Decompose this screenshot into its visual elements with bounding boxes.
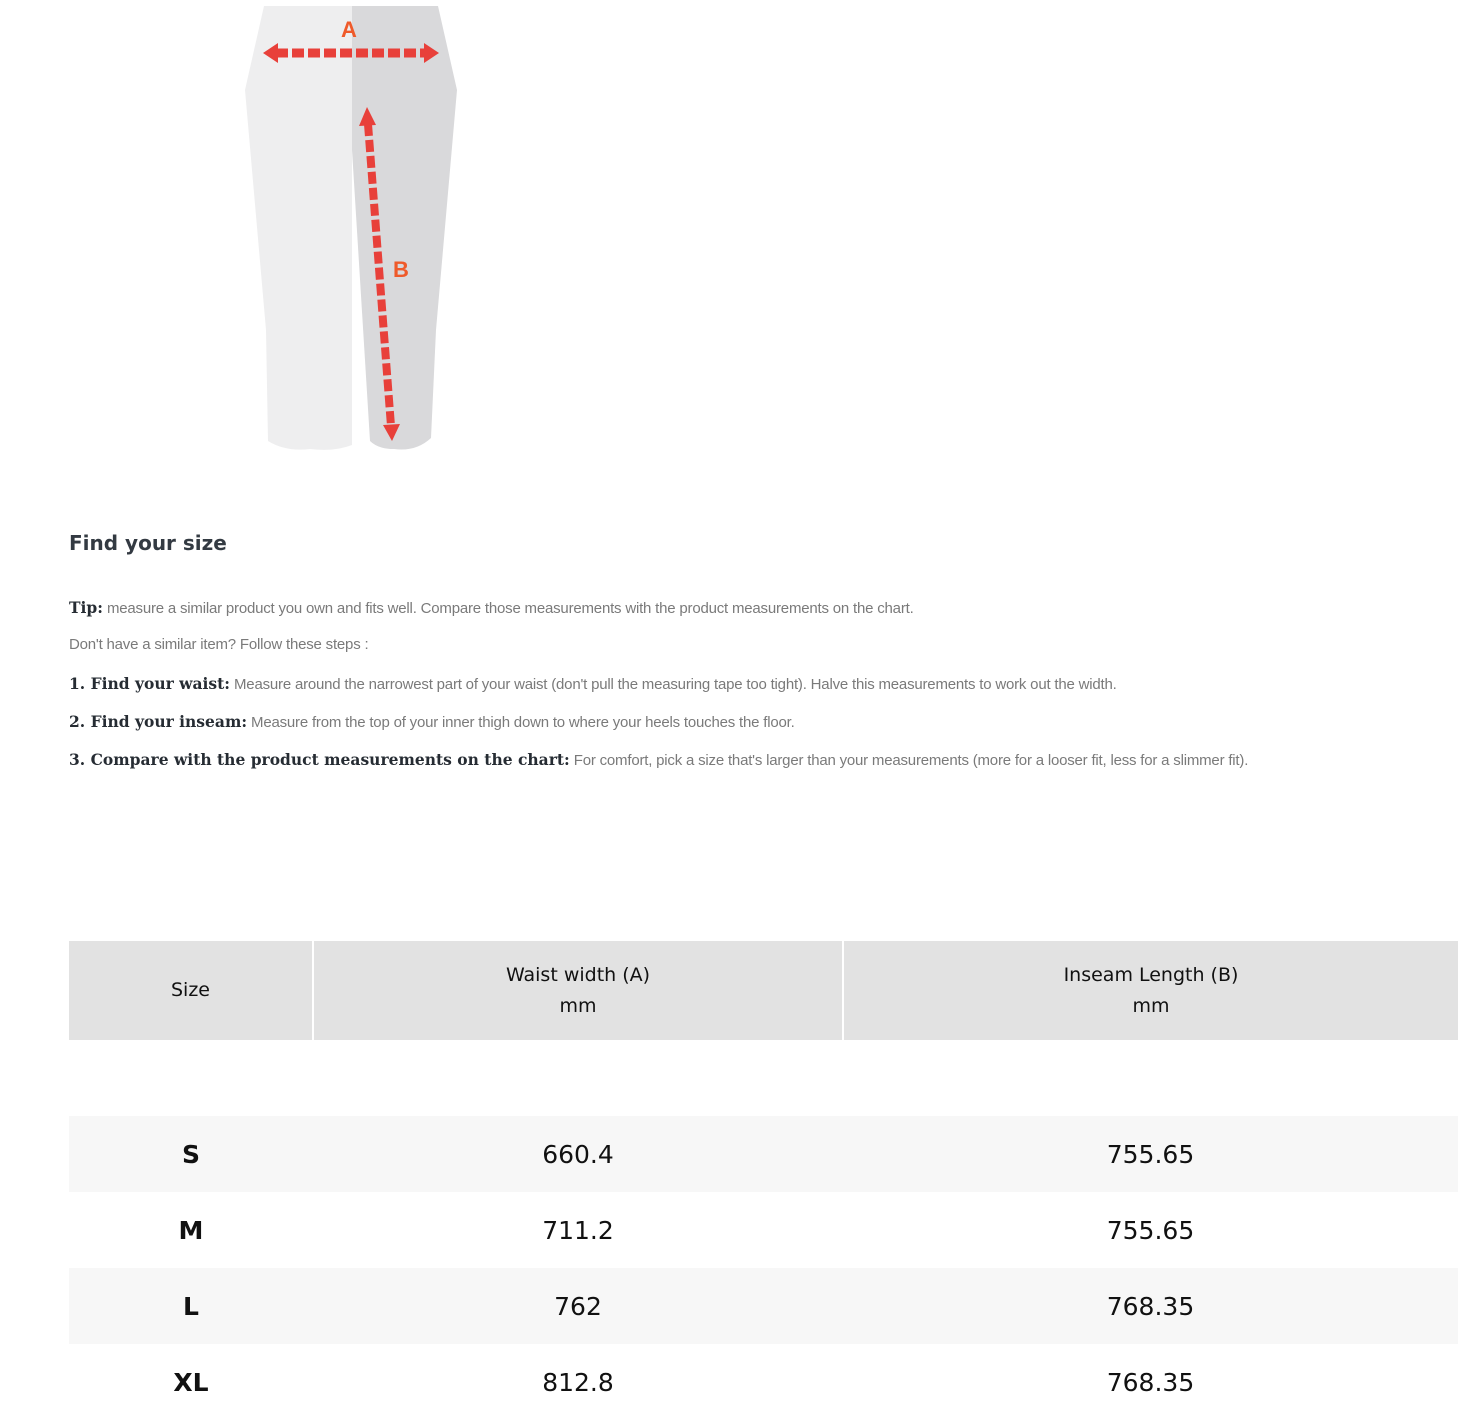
size-cell: XL — [173, 1367, 209, 1397]
tip-text: measure a similar product you own and fits well. Compare those measurements with the product measurements on the chart. — [102, 600, 914, 617]
label-a: A — [341, 17, 357, 42]
inseam-cell: 755.65 — [1106, 1215, 1195, 1245]
tip-line — [69, 598, 914, 617]
step-text: For comfort, pick a size that's larger than your measurements (more for a looser fit, less for a slimmer fit). — [569, 752, 1249, 769]
tip-label: Tip: — [69, 598, 103, 617]
no-similar-item-text: Don't have a similar item? Follow these steps : — [69, 636, 369, 653]
header-label: Size — [170, 979, 210, 1001]
table-row — [69, 1116, 1458, 1192]
no-similar-item-line — [69, 636, 368, 653]
column-header-inseam — [843, 941, 1458, 1040]
header-label: Waist width (A) — [505, 963, 651, 986]
step-compare — [69, 750, 1248, 769]
header-unit: mm — [1132, 994, 1170, 1017]
waist-cell: 762 — [313, 1268, 843, 1344]
step-label: 3. Compare with the product measurements on the chart: — [69, 750, 570, 769]
table-row — [69, 1268, 1458, 1344]
label-b: B — [393, 257, 409, 282]
column-header-size — [69, 941, 313, 1040]
size-chart-table — [69, 941, 1458, 1420]
waist-cell: 711.2 — [542, 1215, 614, 1245]
header-unit: mm — [559, 994, 597, 1017]
table-spacer-row — [69, 1040, 1458, 1116]
step-text: Measure from the top of your inner thigh down to where your heels touches the floor. — [247, 714, 795, 731]
column-header-waist — [313, 941, 843, 1040]
waist-cell: 660.4 — [313, 1116, 843, 1192]
size-cell: M — [178, 1215, 204, 1245]
step-label: 1. Find your waist: — [69, 674, 231, 693]
find-your-size-heading: Find your size — [69, 531, 227, 555]
trousers-measurement-diagram — [230, 0, 470, 460]
table-row — [69, 1344, 1458, 1420]
step-text: Measure around the narrowest part of your waist (don't pull the measuring tape too tight). Halve this measurements to work out the width. — [230, 676, 1117, 693]
inseam-cell: 768.35 — [1106, 1367, 1195, 1397]
table-header-row — [69, 941, 1458, 1040]
size-cell: L — [69, 1268, 313, 1344]
inseam-cell: 755.65 — [843, 1116, 1458, 1192]
header-label: Inseam Length (B) — [1063, 963, 1239, 986]
size-cell: S — [69, 1116, 313, 1192]
table-row — [69, 1192, 1458, 1268]
step-waist — [69, 674, 1117, 693]
inseam-cell: 768.35 — [843, 1268, 1458, 1344]
trousers-left-leg — [245, 6, 352, 450]
waist-cell: 812.8 — [542, 1367, 614, 1397]
trousers-right-leg — [352, 6, 457, 450]
step-inseam — [69, 712, 795, 731]
step-label: 2. Find your inseam: — [69, 712, 248, 731]
